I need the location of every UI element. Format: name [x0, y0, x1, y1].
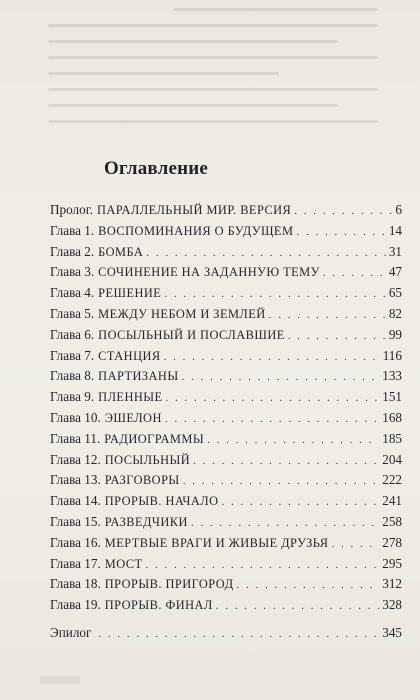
toc-entry-title: ПОСЫЛЬНЫЙ И ПОСЛАВШИЕ — [98, 327, 285, 342]
toc-entry-page-number: 204 — [382, 451, 402, 467]
toc-entry — [50, 595, 402, 616]
toc-entry-label — [50, 429, 204, 450]
toc-entry-page-number: 151 — [382, 389, 402, 405]
toc-entry-number: Глава 10. — [50, 409, 101, 425]
dot-leader — [236, 575, 379, 596]
dot-leader — [294, 201, 392, 222]
toc-entry-page-number: 99 — [388, 326, 402, 342]
toc-entry — [50, 283, 402, 304]
dot-leader — [98, 624, 379, 645]
show-through-folio — [40, 676, 80, 684]
toc-entry-number: Пролог. — [50, 202, 93, 217]
toc-entry-label — [50, 304, 266, 325]
toc-entry-title: ПАРТИЗАНЫ — [98, 369, 179, 384]
toc-entry — [50, 623, 402, 644]
toc-entry-title: ПРОРЫВ. ФИНАЛ — [104, 598, 213, 613]
toc-entry-number: Глава 8. — [50, 368, 95, 384]
toc-entry — [50, 262, 402, 283]
toc-entry-title: ВОСПОМИНАНИЯ О БУДУЩЕМ — [98, 223, 294, 238]
toc-entry-title: СТАНЦИЯ — [98, 348, 161, 363]
toc-entry-title: ПАРАЛЛЕЛЬНЫЙ МИР. ВЕРСИЯ — [96, 203, 292, 217]
toc-entry-page-number: 168 — [382, 409, 402, 425]
toc-entry-page-number: 6 — [395, 202, 402, 217]
toc-entry-label — [50, 533, 328, 554]
toc-entry-title: ПРОРЫВ. НАЧАЛО — [104, 494, 219, 509]
dot-leader — [323, 263, 386, 284]
toc-entry-title: РАЗВЕДЧИКИ — [104, 514, 188, 529]
toc-entry — [50, 387, 402, 408]
toc-entry — [50, 408, 402, 429]
toc-entry-page-number: 345 — [382, 624, 402, 640]
toc-entry-label — [50, 262, 320, 283]
toc-entry — [50, 200, 402, 221]
toc-entry — [50, 304, 402, 325]
toc-entry — [50, 512, 402, 533]
toc-entry-title: МЕЖДУ НЕБОМ И ЗЕМЛЕЙ — [98, 306, 266, 321]
dot-leader — [146, 243, 385, 264]
toc-entry-label — [50, 346, 161, 367]
toc-entry — [50, 554, 402, 575]
table-of-contents — [50, 200, 402, 644]
toc-entry-number: Глава 7. — [50, 347, 95, 363]
toc-entry-page-number: 31 — [388, 243, 402, 259]
toc-entry — [50, 574, 402, 595]
toc-entry-page-number: 258 — [382, 513, 402, 529]
toc-entry-title: БОМБА — [98, 244, 144, 259]
toc-entry-number: Глава 14. — [50, 493, 101, 509]
toc-entry-number: Глава 6. — [50, 326, 95, 342]
dot-leader — [164, 284, 385, 305]
toc-entry-number: Эпилог — [50, 624, 92, 640]
dot-leader — [146, 555, 380, 576]
toc-entry-title: РАДИОГРАММЫ — [104, 431, 205, 446]
toc-entry — [50, 325, 402, 346]
toc-entry-number: Глава 16. — [50, 534, 101, 550]
toc-entry-title: РАЗГОВОРЫ — [104, 473, 180, 488]
toc-entry-label — [50, 574, 233, 595]
toc-entry-title: МЕРТВЫЕ ВРАГИ И ЖИВЫЕ ДРУЗЬЯ — [104, 535, 329, 550]
toc-entry-label — [50, 554, 143, 575]
toc-entry-label — [50, 242, 143, 263]
toc-entry-label — [50, 512, 188, 533]
toc-entry-title: ПОСЫЛЬНЫЙ — [104, 452, 191, 467]
dot-leader — [216, 596, 379, 617]
toc-entry — [50, 491, 402, 512]
show-through-text — [48, 0, 378, 140]
toc-entry-title: РЕШЕНИЕ — [98, 286, 162, 301]
toc-entry-number: Глава 19. — [50, 597, 101, 613]
toc-entry-label — [50, 408, 162, 429]
toc-entry — [50, 533, 402, 554]
dot-leader — [166, 388, 380, 409]
toc-entry-number: Глава 15. — [50, 513, 101, 529]
dot-leader — [296, 222, 385, 243]
toc-entry — [50, 470, 402, 491]
toc-entry-number: Глава 18. — [50, 576, 101, 592]
toc-entry — [50, 221, 402, 242]
dot-leader — [207, 430, 379, 451]
dot-leader — [222, 492, 380, 513]
toc-entry-label — [50, 283, 161, 304]
toc-entry-label — [50, 595, 213, 616]
toc-entry-label — [50, 491, 219, 512]
toc-entry-title: ПЛЕННЫЕ — [98, 390, 163, 405]
toc-entry-label — [50, 450, 190, 471]
dot-leader — [164, 347, 380, 368]
dot-leader — [165, 409, 379, 430]
toc-entry-page-number: 47 — [388, 264, 402, 280]
toc-entry-page-number: 241 — [382, 493, 402, 509]
toc-entry-label — [50, 366, 179, 387]
toc-entry — [50, 242, 402, 263]
dot-leader — [182, 367, 380, 388]
toc-entry-page-number: 82 — [388, 305, 402, 321]
toc-entry-page-number: 65 — [388, 285, 402, 301]
toc-entry-page-number: 185 — [382, 430, 402, 446]
toc-entry-page-number: 312 — [382, 576, 402, 592]
toc-entry-title: СОЧИНЕНИЕ НА ЗАДАННУЮ ТЕМУ — [98, 265, 320, 280]
toc-entry — [50, 366, 402, 387]
toc-entry-number: Глава 17. — [50, 555, 101, 571]
toc-entry-number: Глава 2. — [50, 243, 95, 259]
toc-entry-label — [50, 221, 293, 242]
dot-leader — [191, 513, 379, 534]
toc-title: Оглавление — [104, 158, 209, 179]
toc-entry-title: ЭШЕЛОН — [104, 410, 162, 425]
toc-entry-number: Глава 9. — [50, 389, 95, 405]
dot-leader — [269, 305, 386, 326]
toc-entry-number: Глава 1. — [50, 222, 95, 238]
toc-entry-title: ПРОРЫВ. ПРИГОРОД — [104, 577, 234, 592]
toc-entry — [50, 346, 402, 367]
dot-leader — [331, 534, 379, 555]
toc-entry-page-number: 14 — [388, 222, 402, 238]
dot-leader — [183, 471, 380, 492]
toc-entry-page-number: 116 — [382, 347, 402, 363]
toc-entry-number: Глава 11. — [50, 430, 101, 446]
toc-entry-label — [50, 623, 95, 644]
dot-leader — [288, 326, 386, 347]
toc-entry-page-number: 278 — [382, 534, 402, 550]
toc-entry-number: Глава 4. — [50, 285, 95, 301]
toc-entry-label — [50, 325, 285, 346]
toc-entry-number: Глава 12. — [50, 451, 101, 467]
toc-entry-page-number: 133 — [382, 368, 402, 384]
toc-entry-title: МОСТ — [104, 556, 143, 571]
dot-leader — [193, 451, 379, 472]
toc-entry-number: Глава 13. — [50, 472, 101, 488]
toc-entry — [50, 450, 402, 471]
toc-entry-label — [50, 200, 291, 221]
toc-entry-page-number: 328 — [382, 597, 402, 613]
toc-entry-page-number: 295 — [382, 555, 402, 571]
toc-entry-number: Глава 5. — [50, 305, 95, 321]
toc-entry-label — [50, 470, 180, 491]
toc-entry-page-number: 222 — [382, 472, 402, 488]
toc-entry-number: Глава 3. — [50, 264, 95, 280]
toc-entry-label — [50, 387, 163, 408]
toc-entry — [50, 429, 402, 450]
